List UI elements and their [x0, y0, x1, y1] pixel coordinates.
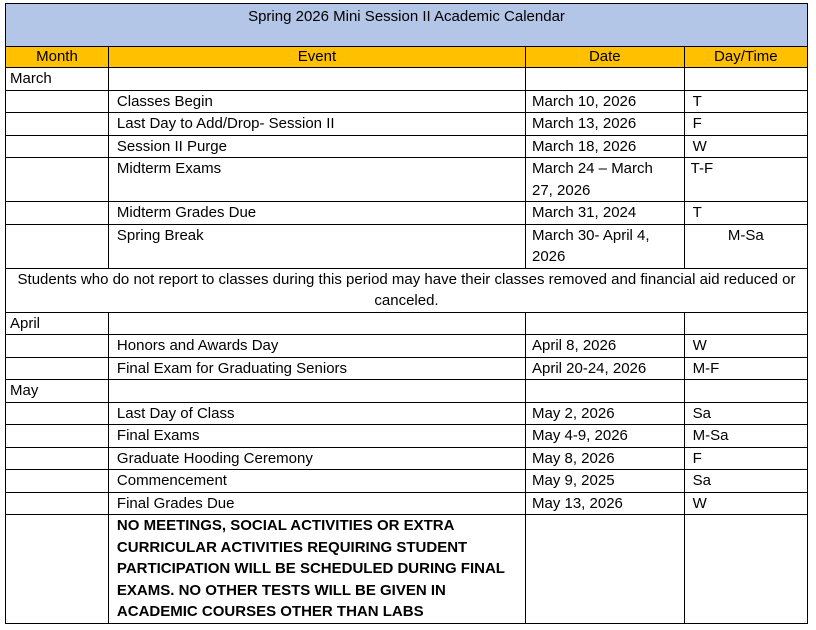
event-date: May 4-9, 2026: [525, 425, 684, 448]
header-row: [6, 47, 808, 68]
month-row-march: [6, 68, 808, 91]
table-row: [6, 335, 808, 358]
academic-calendar: [5, 3, 808, 624]
month-label-march: March: [6, 68, 109, 91]
event-name: Graduate Hooding Ceremony: [108, 447, 525, 470]
table-row: [6, 492, 808, 515]
event-day: T-F: [684, 158, 807, 202]
header-event: Event: [108, 47, 525, 68]
event-date: March 24 – March 27, 2026: [525, 158, 684, 202]
attendance-notice: Students who do not report to classes during this period may have their classes removed and financial aid reduced or canceled.: [6, 268, 808, 312]
event-day: M-F: [684, 357, 807, 380]
calendar-title: Spring 2026 Mini Session II Academic Calendar: [6, 4, 808, 47]
table-row: [6, 113, 808, 136]
month-row-april: [6, 312, 808, 335]
event-date: May 2, 2026: [525, 402, 684, 425]
table-row: [6, 425, 808, 448]
month-label-may: May: [6, 380, 109, 403]
table-row: [6, 90, 808, 113]
event-name: Final Exam for Graduating Seniors: [108, 357, 525, 380]
event-date: April 20-24, 2026: [525, 357, 684, 380]
calendar-table: [5, 3, 808, 624]
table-row: [6, 135, 808, 158]
table-row: [6, 470, 808, 493]
event-name: Midterm Grades Due: [108, 202, 525, 225]
final-exam-notice: NO MEETINGS, SOCIAL ACTIVITIES OR EXTRA CURRICULAR ACTIVITIES REQUIRING STUDENT PARTICIPATION WILL BE SCHEDULED DURING FINAL EXAMS. NO OTHER TESTS WILL BE GIVEN IN ACADEMIC COURSES OTHER THAN LABS: [108, 515, 525, 624]
event-name: Session II Purge: [108, 135, 525, 158]
event-name: Spring Break: [108, 224, 525, 268]
table-row: [6, 447, 808, 470]
event-day: M-Sa: [684, 224, 807, 268]
event-name: Last Day of Class: [108, 402, 525, 425]
event-day: M-Sa: [684, 425, 807, 448]
month-label-april: April: [6, 312, 109, 335]
event-name: Honors and Awards Day: [108, 335, 525, 358]
event-name: Final Grades Due: [108, 492, 525, 515]
event-day: Sa: [684, 470, 807, 493]
event-name: Final Exams: [108, 425, 525, 448]
event-name: Last Day to Add/Drop- Session II: [108, 113, 525, 136]
event-date: March 10, 2026: [525, 90, 684, 113]
event-name: Midterm Exams: [108, 158, 525, 202]
event-day: F: [684, 113, 807, 136]
notice-row: [6, 268, 808, 312]
table-row: [6, 224, 808, 268]
event-date: May 13, 2026: [525, 492, 684, 515]
header-daytime: Day/Time: [684, 47, 807, 68]
table-row: [6, 202, 808, 225]
event-day: T: [684, 90, 807, 113]
event-day: W: [684, 335, 807, 358]
table-row: [6, 402, 808, 425]
header-month: Month: [6, 47, 109, 68]
event-date: March 31, 2024: [525, 202, 684, 225]
event-day: T: [684, 202, 807, 225]
event-day: Sa: [684, 402, 807, 425]
event-date: March 13, 2026: [525, 113, 684, 136]
final-notice-row: [6, 515, 808, 624]
event-date: May 9, 2025: [525, 470, 684, 493]
event-name: Commencement: [108, 470, 525, 493]
event-date: April 8, 2026: [525, 335, 684, 358]
table-row: [6, 357, 808, 380]
header-date: Date: [525, 47, 684, 68]
event-date: March 30- April 4, 2026: [525, 224, 684, 268]
event-day: W: [684, 492, 807, 515]
month-row-may: [6, 380, 808, 403]
event-date: May 8, 2026: [525, 447, 684, 470]
table-row: [6, 158, 808, 202]
event-day: F: [684, 447, 807, 470]
event-name: Classes Begin: [108, 90, 525, 113]
event-date: March 18, 2026: [525, 135, 684, 158]
event-day: W: [684, 135, 807, 158]
